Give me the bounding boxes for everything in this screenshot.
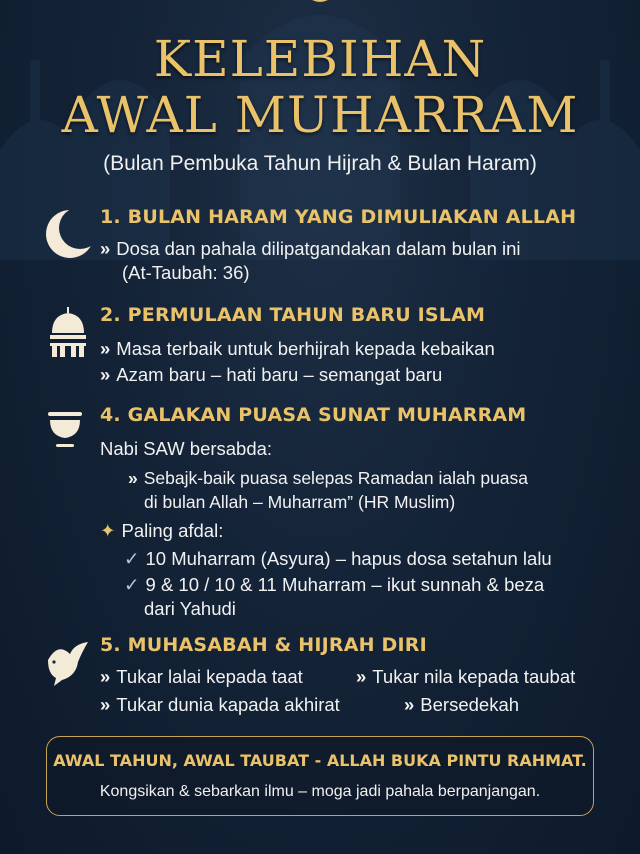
section-4-check-1: ✓ 10 Muharram (Asyura) – hapus dosa setahun lalu (124, 548, 552, 569)
footer-note: Kongsikan & sebarkan ilmu – moga jadi pahala berpanjangan. (99, 783, 541, 800)
footer-headline: AWAL TAHUN, AWAL TAUBAT - ALLAH BUKA PINTU RAHMAT. (53, 751, 587, 770)
section-4-check-2-cont: dari Yahudi (144, 598, 236, 619)
section-4-intro: Nabi SAW bersabda: (100, 438, 273, 459)
section-4-heading: 4. GALAKAN PUASA SUNAT MUHARRAM (100, 404, 527, 426)
section-5-item-4: » Bersedekah (404, 694, 520, 715)
section-2-heading: 2. PERMULAAN TAHUN BARU ISLAM (100, 304, 486, 326)
section-4-quote-2: di bulan Allah – Muharram” (HR Muslim) (144, 492, 456, 512)
section-5-item-3: » Tukar dunia kapada akhirat (100, 694, 340, 715)
section-2-line-1: » Masa terbaik untuk berhijrah kepada kebaikan (100, 338, 495, 359)
checkmark-icon: ✓ (124, 574, 140, 595)
dove-icon (44, 638, 92, 688)
checkmark-icon: ✓ (124, 548, 140, 569)
section-4-check-2: ✓ 9 & 10 / 10 & 11 Muharram – ikut sunnah & beza (124, 574, 545, 595)
footer-callout (46, 736, 594, 816)
section-5-item-1: » Tukar lalai kepada taat (100, 666, 303, 687)
sparkle-icon: ✦ (100, 520, 116, 541)
section-1-line-1: » Dosa dan pahala dilipatgandakan dalam bulan ini (100, 238, 521, 259)
crescent-emblem-icon (300, 0, 340, 6)
title-line-2: AWAL MUHARRAM (61, 86, 579, 144)
section-2-line-2: » Azam baru – hati baru – semangat baru (100, 364, 443, 385)
title-line-1: KELEBIHAN (153, 30, 487, 88)
subtitle: (Bulan Pembuka Tahun Hijrah & Bulan Haram) (103, 152, 537, 175)
section-4-quote-1: » Sebajk-baik puasa selepas Ramadan ialah puasa (128, 468, 529, 488)
mosque-icon (46, 305, 90, 357)
section-1-line-2: (At-Taubah: 36) (122, 262, 250, 283)
section-5-item-2: » Tukar nila kepada taubat (356, 666, 576, 687)
section-4-paling-label: ✦ Paling afdal: (100, 520, 224, 541)
crescent-moon-icon (44, 206, 92, 262)
section-1-heading: 1. BULAN HARAM YANG DIMULIAKAN ALLAH (100, 206, 577, 228)
bowl-icon (46, 406, 84, 450)
section-5-heading: 5. MUHASABAH & HIJRAH DIRI (100, 634, 427, 656)
